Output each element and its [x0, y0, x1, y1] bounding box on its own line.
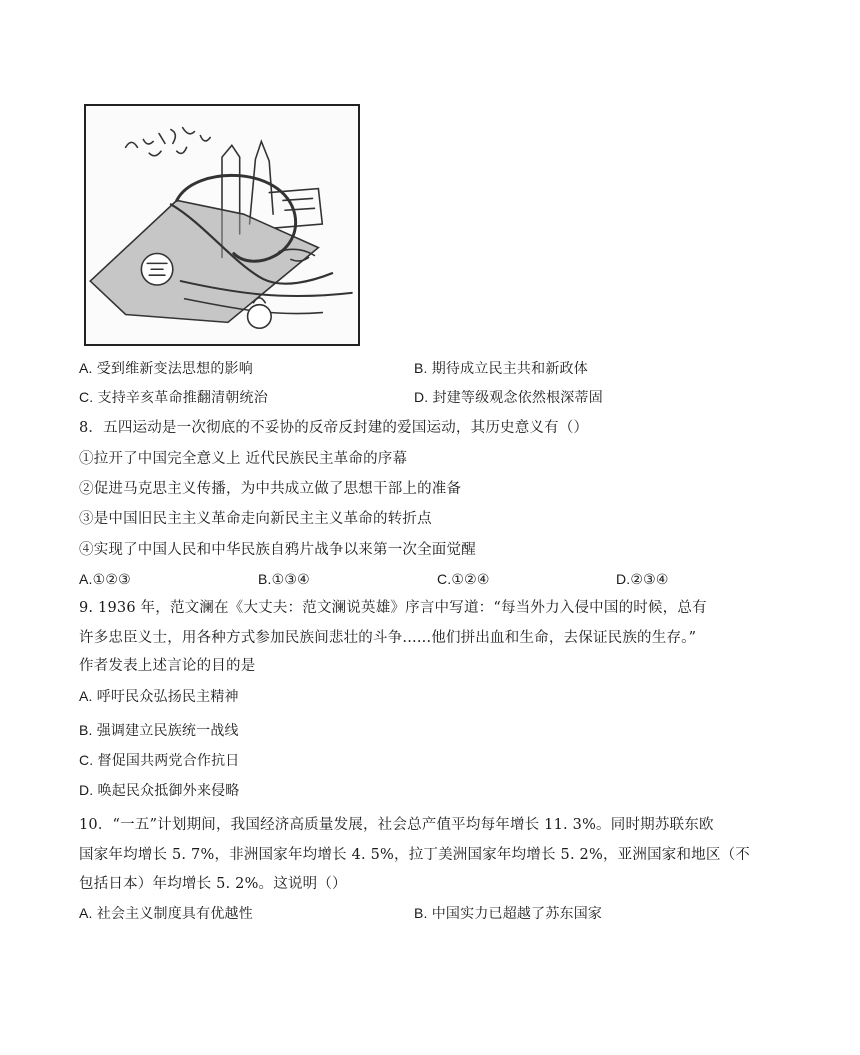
q10-option-a[interactable]: A. 社会主义制度具有优越性 — [79, 905, 253, 921]
q8-option-c[interactable]: C.①②④ — [437, 571, 490, 587]
q8-item-3: ③是中国旧民主主义革命走向新民主主义革命的转折点 — [79, 511, 432, 527]
q10-stem-line-1: 10．“一五”计划期间，我国经济高质量发展，社会总产值平均每年增长 11. 3%。同时期苏联东欧 — [79, 817, 714, 833]
cartoon-drawing — [86, 106, 358, 344]
q10-stem-line-3: 包括日本）年均增长 5. 2%。这说明（） — [79, 876, 347, 892]
q10-option-b[interactable]: B. 中国实力已超越了苏东国家 — [414, 905, 603, 921]
q8-option-b[interactable]: B.①③④ — [258, 571, 310, 587]
cartoon-illustration — [84, 104, 360, 346]
q9-stem-line-1: 9. 1936 年，范文澜在《大丈夫：范文澜说英雄》序言中写道：“每当外力入侵中国的时候，总有 — [79, 600, 707, 616]
q9-option-c[interactable]: C. 督促国共两党合作抗日 — [79, 752, 240, 768]
q7-option-b[interactable]: B. 期待成立民主共和新政体 — [414, 360, 588, 376]
q8-option-a[interactable]: A.①②③ — [79, 571, 131, 587]
q8-item-2: ②促进马克思主义传播，为中共成立做了思想干部上的准备 — [79, 481, 462, 497]
q8-stem: 8．五四运动是一次彻底的不妥协的反帝反封建的爱国运动，其历史意义有（） — [79, 420, 589, 436]
q9-stem-line-3: 作者发表上述言论的目的是 — [79, 658, 256, 674]
q9-option-b[interactable]: B. 强调建立民族统一战线 — [79, 722, 239, 738]
q8-item-1: ①拉开了中国完全意义上 近代民族民主革命的序幕 — [79, 451, 408, 467]
q9-option-a[interactable]: A. 呼吁民众弘扬民主精神 — [79, 688, 239, 704]
q9-option-d[interactable]: D. 唤起民众抵御外来侵略 — [79, 782, 240, 798]
q8-option-d[interactable]: D.②③④ — [616, 571, 669, 587]
q9-stem-line-2: 许多忠臣义士，用各种方式参加民族间悲壮的斗争......他们拼出血和生命，去保证民族的生存。” — [79, 630, 697, 646]
q10-stem-line-2: 国家年均增长 5. 7%，非洲国家年均增长 4. 5%，拉丁美洲国家年均增长 5. 2%，亚洲国家和地区（不 — [79, 847, 750, 863]
q7-option-a[interactable]: A. 受到维新变法思想的影响 — [79, 360, 253, 376]
q8-item-4: ④实现了中国人民和中华民族自鸦片战争以来第一次全面觉醒 — [79, 542, 476, 558]
q7-option-d[interactable]: D. 封建等级观念依然根深蒂固 — [414, 389, 603, 405]
q7-option-c[interactable]: C. 支持辛亥革命推翻清朝统治 — [79, 389, 268, 405]
